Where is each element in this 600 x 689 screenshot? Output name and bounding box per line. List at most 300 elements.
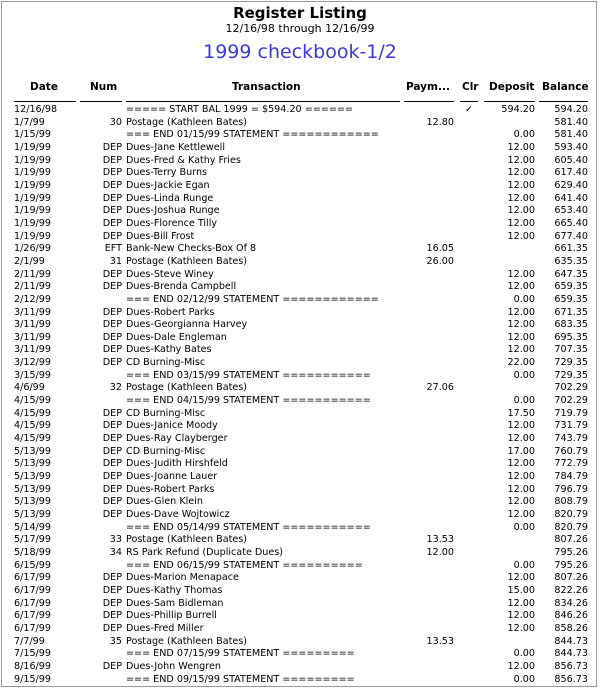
table-row[interactable] xyxy=(2,142,597,155)
row-cleared-mark xyxy=(460,218,478,231)
row-payment xyxy=(404,142,454,155)
row-date: 12/16/98 xyxy=(14,104,58,115)
row-cleared-mark xyxy=(460,142,478,155)
row-deposit: 12.00 xyxy=(507,572,535,584)
row-date: 5/13/99 xyxy=(14,445,51,457)
row-payment: 27.06 xyxy=(426,382,454,394)
row-deposit: 0.00 xyxy=(513,521,535,533)
row-transaction: Dues-Glen Klein xyxy=(126,496,203,508)
row-payment xyxy=(404,104,454,117)
table-row[interactable] xyxy=(2,332,597,345)
row-date: 6/17/99 xyxy=(14,584,51,596)
row-date: 6/17/99 xyxy=(14,572,51,584)
row-balance: 822.26 xyxy=(554,584,588,596)
row-balance: 695.35 xyxy=(554,331,588,343)
row-balance: 846.26 xyxy=(554,610,588,622)
row-balance: 641.40 xyxy=(554,192,588,204)
table-row[interactable] xyxy=(2,484,597,497)
table-row[interactable] xyxy=(2,446,597,459)
row-payment xyxy=(404,218,454,231)
row-payment xyxy=(404,319,454,332)
row-num: DEP xyxy=(102,268,122,280)
row-transaction: RS Park Refund (Duplicate Dues) xyxy=(126,546,284,558)
row-balance: 729.35 xyxy=(554,369,588,381)
row-date: 5/18/99 xyxy=(14,546,51,558)
row-num: DEP xyxy=(102,420,122,432)
register-listing-report xyxy=(1,1,597,687)
row-cleared-mark xyxy=(460,636,478,649)
row-deposit: 22.00 xyxy=(507,357,535,369)
row-payment xyxy=(404,433,454,446)
row-transaction: Dues-Steve Winey xyxy=(126,268,214,280)
table-row[interactable] xyxy=(2,636,597,649)
row-transaction: === END 04/15/99 STATEMENT =========== xyxy=(126,395,371,407)
table-row[interactable] xyxy=(2,661,597,674)
row-num: DEP xyxy=(102,610,122,622)
row-date: 4/15/99 xyxy=(14,407,51,419)
row-num: DEP xyxy=(102,597,122,609)
row-payment xyxy=(404,484,454,497)
row-deposit: 0.00 xyxy=(513,648,535,660)
row-deposit: 12.00 xyxy=(507,306,535,318)
register-rows xyxy=(2,104,597,686)
row-balance: 795.26 xyxy=(554,546,588,558)
row-date: 1/26/99 xyxy=(14,243,51,255)
row-cleared-mark xyxy=(460,382,478,395)
row-balance: 772.79 xyxy=(554,458,588,470)
table-row[interactable] xyxy=(2,433,597,446)
table-row[interactable] xyxy=(2,572,597,585)
row-payment xyxy=(404,408,454,421)
row-cleared-mark xyxy=(460,344,478,357)
row-balance: 856.73 xyxy=(554,660,588,672)
row-date: 3/15/99 xyxy=(14,369,51,381)
row-num: 31 xyxy=(109,255,122,267)
row-num xyxy=(80,560,122,573)
row-payment xyxy=(404,205,454,218)
row-balance: 605.40 xyxy=(554,154,588,166)
row-transaction: === END 03/15/99 STATEMENT =========== xyxy=(126,369,371,381)
row-num: DEP xyxy=(102,331,122,343)
header-underline-deposit xyxy=(484,101,535,102)
row-cleared-mark: ✓ xyxy=(464,104,474,115)
row-num: DEP xyxy=(102,217,122,229)
row-payment xyxy=(404,610,454,623)
row-num: DEP xyxy=(102,445,122,457)
row-num xyxy=(80,674,122,687)
row-balance: 683.35 xyxy=(554,319,588,331)
row-payment xyxy=(404,560,454,573)
row-num: DEP xyxy=(102,357,122,369)
table-row[interactable] xyxy=(2,205,597,218)
row-payment xyxy=(404,674,454,687)
table-row[interactable] xyxy=(2,496,597,509)
row-date: 5/13/99 xyxy=(14,509,51,520)
row-num xyxy=(80,370,122,383)
report-subtitle: 1999 checkbook-1/2 xyxy=(203,41,397,63)
column-header-payment[interactable]: Paym... xyxy=(406,81,450,93)
column-header-date[interactable]: Date xyxy=(30,81,58,93)
row-num: DEP xyxy=(102,141,122,153)
row-num: DEP xyxy=(102,471,122,483)
row-date: 3/11/99 xyxy=(14,331,51,343)
row-num: DEP xyxy=(102,154,122,166)
row-cleared-mark xyxy=(460,281,478,294)
row-transaction: Dues-Terry Burns xyxy=(126,167,208,179)
row-cleared-mark xyxy=(460,509,478,522)
row-balance: 593.40 xyxy=(554,141,588,153)
table-row[interactable] xyxy=(2,294,597,307)
row-transaction: Postage (Kathleen Bates) xyxy=(126,534,248,546)
row-transaction: === END 07/15/99 STATEMENT ========= xyxy=(126,648,355,660)
table-row[interactable] xyxy=(2,623,597,636)
row-transaction: Dues-Fred & Kathy Fries xyxy=(126,154,241,166)
row-date: 2/11/99 xyxy=(14,281,51,293)
row-cleared-mark xyxy=(460,205,478,218)
row-transaction: Dues-Fred Miller xyxy=(126,622,204,634)
row-transaction: Dues-Dale Engleman xyxy=(126,331,227,343)
row-cleared-mark xyxy=(460,256,478,269)
row-deposit: 12.00 xyxy=(507,458,535,470)
table-row[interactable] xyxy=(2,420,597,433)
row-transaction: Dues-Georgianna Harvey xyxy=(126,319,248,331)
row-deposit: 17.00 xyxy=(507,445,535,457)
row-deposit: 12.00 xyxy=(507,331,535,343)
row-transaction: Postage (Kathleen Bates) xyxy=(126,635,248,647)
table-row[interactable] xyxy=(2,319,597,332)
row-deposit xyxy=(484,534,535,547)
row-payment xyxy=(404,509,454,522)
row-transaction: Dues-Robert Parks xyxy=(126,306,215,318)
row-deposit: 12.00 xyxy=(507,192,535,204)
row-date: 3/12/99 xyxy=(14,357,51,369)
row-num: DEP xyxy=(102,281,122,293)
row-cleared-mark xyxy=(460,534,478,547)
row-payment xyxy=(404,522,454,535)
row-cleared-mark xyxy=(460,572,478,585)
row-date: 2/11/99 xyxy=(14,268,51,280)
row-num: DEP xyxy=(102,509,122,520)
report-date-range: 12/16/98 through 12/16/99 xyxy=(225,22,375,35)
row-date: 5/13/99 xyxy=(14,496,51,508)
row-cleared-mark xyxy=(460,484,478,497)
row-num: EFT xyxy=(104,243,122,255)
row-balance: 677.40 xyxy=(554,230,588,242)
table-row[interactable] xyxy=(2,382,597,395)
row-transaction: Dues-Janice Moody xyxy=(126,420,218,432)
table-row[interactable] xyxy=(2,344,597,357)
table-row[interactable] xyxy=(2,509,597,522)
table-row[interactable] xyxy=(2,193,597,206)
table-row[interactable] xyxy=(2,243,597,256)
table-row[interactable] xyxy=(2,167,597,180)
row-date: 5/14/99 xyxy=(14,521,51,533)
row-deposit: 12.00 xyxy=(507,167,535,179)
row-payment xyxy=(404,332,454,345)
row-payment xyxy=(404,446,454,459)
row-deposit xyxy=(484,256,535,269)
row-date: 9/15/99 xyxy=(14,673,51,685)
row-payment xyxy=(404,269,454,282)
table-row[interactable] xyxy=(2,269,597,282)
table-row[interactable] xyxy=(2,307,597,320)
row-num: DEP xyxy=(102,496,122,508)
row-payment xyxy=(404,294,454,307)
row-num: DEP xyxy=(102,433,122,445)
row-num xyxy=(80,395,122,408)
row-num: DEP xyxy=(102,584,122,596)
row-deposit: 12.00 xyxy=(507,344,535,356)
row-balance: 581.40 xyxy=(554,129,588,141)
row-transaction: Dues-Dave Wojtowicz xyxy=(126,509,230,520)
row-date: 2/1/99 xyxy=(14,255,45,267)
row-balance: 834.26 xyxy=(554,597,588,609)
row-cleared-mark xyxy=(460,243,478,256)
row-payment xyxy=(404,370,454,383)
row-cleared-mark xyxy=(460,395,478,408)
table-row[interactable] xyxy=(2,522,597,535)
row-transaction: ===== START BAL 1999 = $594.20 ====== xyxy=(126,104,353,115)
row-cleared-mark xyxy=(460,129,478,142)
row-payment xyxy=(404,471,454,484)
table-row[interactable] xyxy=(2,357,597,370)
row-num: DEP xyxy=(102,483,122,495)
row-cleared-mark xyxy=(460,370,478,383)
row-balance: 784.79 xyxy=(554,471,588,483)
table-row[interactable] xyxy=(2,598,597,611)
header-underline-transaction xyxy=(126,101,400,102)
table-row[interactable] xyxy=(2,648,597,661)
row-cleared-mark xyxy=(460,155,478,168)
row-num: DEP xyxy=(102,306,122,318)
row-balance: 820.79 xyxy=(554,509,588,520)
row-transaction: Bank-New Checks-Box Of 8 xyxy=(126,243,257,255)
row-cleared-mark xyxy=(460,307,478,320)
table-row[interactable] xyxy=(2,180,597,193)
row-num xyxy=(80,294,122,307)
row-num: 32 xyxy=(109,382,122,394)
row-balance: 858.26 xyxy=(554,622,588,634)
row-payment xyxy=(404,307,454,320)
row-cleared-mark xyxy=(460,193,478,206)
table-row[interactable] xyxy=(2,231,597,244)
row-payment xyxy=(404,155,454,168)
row-cleared-mark xyxy=(460,420,478,433)
row-transaction: Dues-Bill Frost xyxy=(126,230,195,242)
column-header-balance[interactable]: Balance xyxy=(542,81,589,93)
row-cleared-mark xyxy=(460,319,478,332)
row-cleared-mark xyxy=(460,560,478,573)
row-deposit: 12.00 xyxy=(507,141,535,153)
row-transaction: Dues-Kathy Thomas xyxy=(126,584,223,596)
row-transaction: Dues-Robert Parks xyxy=(126,483,215,495)
header-underline-payment xyxy=(404,101,454,102)
table-row[interactable] xyxy=(2,370,597,383)
row-num: DEP xyxy=(102,167,122,179)
row-deposit: 15.00 xyxy=(507,584,535,596)
row-payment: 16.05 xyxy=(426,243,454,255)
row-transaction: === END 01/15/99 STATEMENT ============ xyxy=(126,129,379,141)
row-transaction: === END 02/12/99 STATEMENT ============ xyxy=(126,293,379,305)
table-row[interactable] xyxy=(2,408,597,421)
row-transaction: Dues-Joanne Lauer xyxy=(126,471,218,483)
row-date: 1/7/99 xyxy=(14,116,45,128)
row-payment xyxy=(404,167,454,180)
row-date: 5/17/99 xyxy=(14,534,51,546)
row-balance: 729.35 xyxy=(554,357,588,369)
table-row[interactable] xyxy=(2,104,597,117)
column-header-deposit[interactable]: Deposit xyxy=(489,81,535,93)
table-row[interactable] xyxy=(2,395,597,408)
header-underline-date xyxy=(14,101,76,102)
table-row[interactable] xyxy=(2,585,597,598)
column-header-num[interactable]: Num xyxy=(90,81,118,93)
row-date: 1/19/99 xyxy=(14,141,51,153)
row-payment: 12.00 xyxy=(426,546,454,558)
header-underline-num xyxy=(80,101,122,102)
row-transaction: Dues-Brenda Campbell xyxy=(126,281,237,293)
row-num xyxy=(80,522,122,535)
row-payment xyxy=(404,623,454,636)
row-cleared-mark xyxy=(460,231,478,244)
table-row[interactable] xyxy=(2,471,597,484)
table-row[interactable] xyxy=(2,610,597,623)
row-date: 6/17/99 xyxy=(14,597,51,609)
table-row[interactable] xyxy=(2,256,597,269)
row-payment: 12.80 xyxy=(426,116,454,128)
row-balance: 743.79 xyxy=(554,433,588,445)
row-date: 5/13/99 xyxy=(14,471,51,483)
row-num: DEP xyxy=(102,179,122,191)
row-cleared-mark xyxy=(460,471,478,484)
row-transaction: Dues-Jane Kettlewell xyxy=(126,141,225,153)
row-date: 1/19/99 xyxy=(14,205,51,217)
row-cleared-mark xyxy=(460,648,478,661)
table-row[interactable] xyxy=(2,547,597,560)
table-row[interactable] xyxy=(2,458,597,471)
row-balance: 659.35 xyxy=(554,281,588,293)
row-deposit: 12.00 xyxy=(507,496,535,508)
row-date: 3/11/99 xyxy=(14,319,51,331)
row-transaction: Dues-Judith Hirshfeld xyxy=(126,458,228,470)
table-row[interactable] xyxy=(2,560,597,573)
row-transaction: === END 06/15/99 STATEMENT ========== xyxy=(126,559,363,571)
row-balance: 820.79 xyxy=(554,521,588,533)
row-cleared-mark xyxy=(460,547,478,560)
table-row[interactable] xyxy=(2,674,597,687)
row-balance: 661.35 xyxy=(554,243,588,255)
row-date: 4/6/99 xyxy=(14,382,45,394)
column-header-clr[interactable]: Clr xyxy=(462,81,479,93)
row-date: 3/11/99 xyxy=(14,306,51,318)
row-deposit: 12.00 xyxy=(507,217,535,229)
row-date: 7/7/99 xyxy=(14,635,45,647)
row-balance: 807.26 xyxy=(554,572,588,584)
row-date: 5/13/99 xyxy=(14,458,51,470)
row-num: 35 xyxy=(109,635,122,647)
row-deposit: 0.00 xyxy=(513,673,535,685)
row-transaction: Dues-Florence Tilly xyxy=(126,217,218,229)
row-transaction: Dues-Ray Clayberger xyxy=(126,433,228,445)
row-deposit: 12.00 xyxy=(507,597,535,609)
row-deposit xyxy=(484,243,535,256)
row-date: 3/11/99 xyxy=(14,344,51,356)
table-row[interactable] xyxy=(2,117,597,130)
row-balance: 671.35 xyxy=(554,306,588,318)
row-deposit: 12.00 xyxy=(507,205,535,217)
row-payment xyxy=(404,344,454,357)
row-date: 6/15/99 xyxy=(14,559,51,571)
row-cleared-mark xyxy=(460,180,478,193)
row-cleared-mark xyxy=(460,610,478,623)
row-transaction: CD Burning-Misc xyxy=(126,407,206,419)
table-row[interactable] xyxy=(2,218,597,231)
row-cleared-mark xyxy=(460,661,478,674)
table-row[interactable] xyxy=(2,155,597,168)
row-payment xyxy=(404,648,454,661)
row-deposit: 594.20 xyxy=(501,104,535,115)
row-balance: 760.79 xyxy=(554,445,588,457)
table-row[interactable] xyxy=(2,281,597,294)
row-cleared-mark xyxy=(460,294,478,307)
row-date: 1/19/99 xyxy=(14,217,51,229)
row-date: 1/19/99 xyxy=(14,192,51,204)
row-num: DEP xyxy=(102,319,122,331)
row-date: 1/19/99 xyxy=(14,167,51,179)
row-deposit: 12.00 xyxy=(507,268,535,280)
row-payment xyxy=(404,357,454,370)
row-balance: 844.73 xyxy=(554,648,588,660)
row-deposit: 12.00 xyxy=(507,509,535,520)
row-cleared-mark xyxy=(460,598,478,611)
row-cleared-mark xyxy=(460,522,478,535)
column-header-transaction[interactable]: Transaction xyxy=(232,81,301,93)
row-payment xyxy=(404,231,454,244)
row-deposit: 0.00 xyxy=(513,293,535,305)
row-payment: 13.53 xyxy=(426,534,454,546)
row-deposit: 12.00 xyxy=(507,319,535,331)
row-transaction: Dues-Marion Menapace xyxy=(126,572,239,584)
row-payment xyxy=(404,395,454,408)
table-row[interactable] xyxy=(2,534,597,547)
row-cleared-mark xyxy=(460,408,478,421)
row-deposit: 12.00 xyxy=(507,179,535,191)
row-transaction: Dues-Kathy Bates xyxy=(126,344,212,356)
row-num xyxy=(80,104,122,117)
row-cleared-mark xyxy=(460,332,478,345)
row-cleared-mark xyxy=(460,433,478,446)
row-num: DEP xyxy=(102,572,122,584)
row-payment: 13.53 xyxy=(426,635,454,647)
row-deposit: 12.00 xyxy=(507,622,535,634)
row-deposit xyxy=(484,117,535,130)
row-balance: 796.79 xyxy=(554,483,588,495)
row-deposit: 12.00 xyxy=(507,281,535,293)
row-transaction: Dues-Phillip Burrell xyxy=(126,610,217,622)
row-deposit xyxy=(484,382,535,395)
row-deposit: 12.00 xyxy=(507,660,535,672)
row-balance: 795.26 xyxy=(554,559,588,571)
table-row[interactable] xyxy=(2,129,597,142)
row-cleared-mark xyxy=(460,585,478,598)
row-num: DEP xyxy=(102,407,122,419)
row-balance: 807.26 xyxy=(554,534,588,546)
row-deposit xyxy=(484,636,535,649)
row-payment: 26.00 xyxy=(426,255,454,267)
row-payment xyxy=(404,661,454,674)
row-deposit: 12.00 xyxy=(507,154,535,166)
row-balance: 702.29 xyxy=(554,395,588,407)
